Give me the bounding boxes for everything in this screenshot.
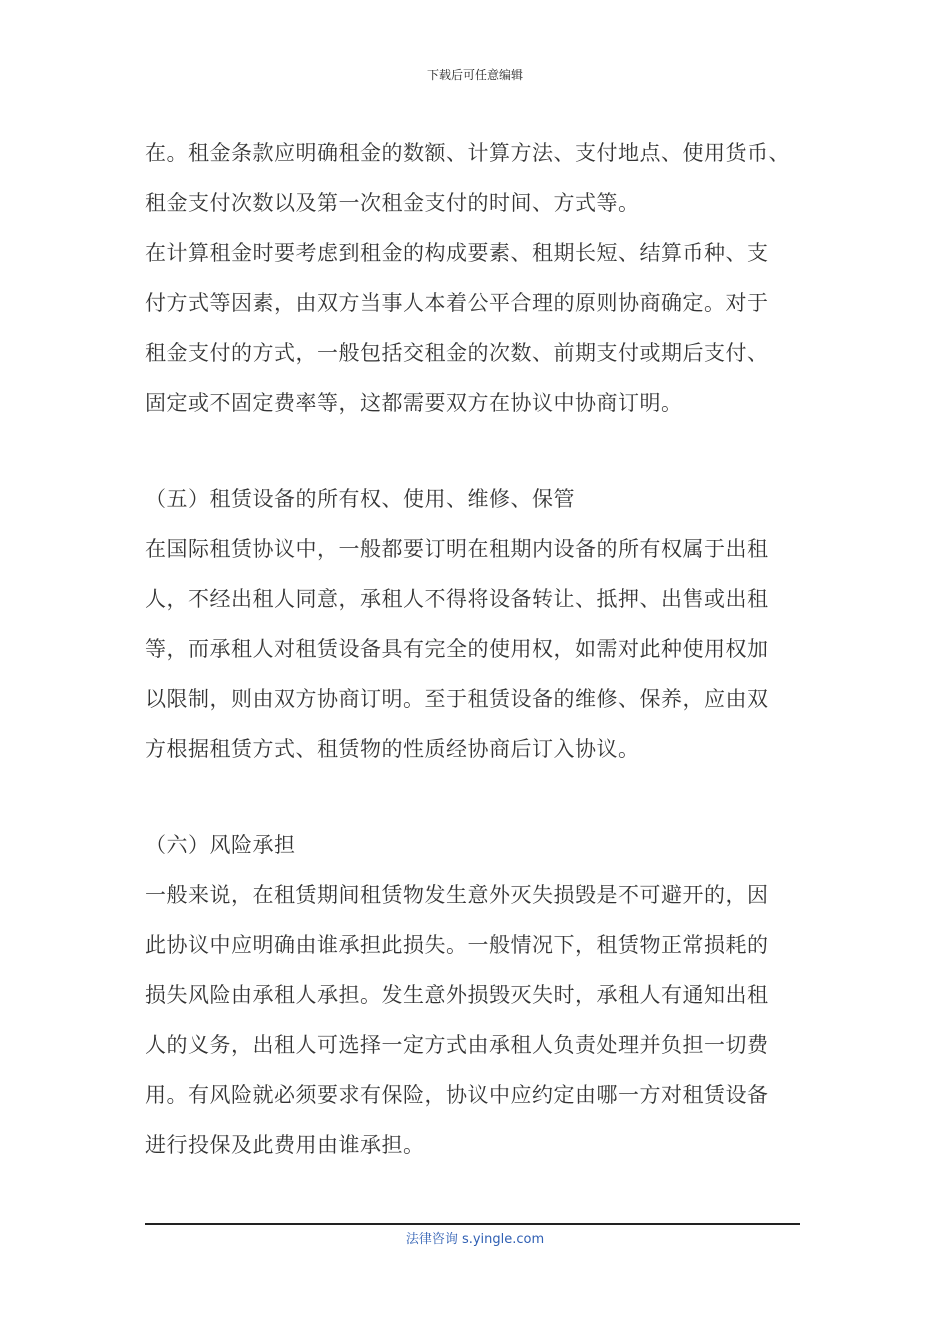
text-line: 在。租金条款应明确租金的数额、计算方法、支付地点、使用货币、 xyxy=(145,141,790,165)
text-line: 方根据租赁方式、租赁物的性质经协商后订入协议。 xyxy=(145,737,640,761)
text-line: 在国际租赁协议中，一般都要订明在租期内设备的所有权属于出租 xyxy=(145,537,769,561)
text-line: 进行投保及此费用由谁承担。 xyxy=(145,1133,425,1157)
paragraph-spacer xyxy=(145,774,805,820)
text-line: 损失风险由承租人承担。发生意外损毁灭失时，承租人有通知出租 xyxy=(145,983,769,1007)
text-line: 人的义务，出租人可选择一定方式由承租人负责处理并负担一切费 xyxy=(145,1033,769,1057)
footer-link[interactable]: 法律咨询 s.yingle.com xyxy=(405,1232,545,1247)
text-line: 租金支付次数以及第一次租金支付的时间、方式等。 xyxy=(145,191,640,215)
section-heading-5: （五）租赁设备的所有权、使用、维修、保管 xyxy=(145,487,575,511)
header-note: 下载后可任意编辑 xyxy=(426,68,523,82)
text-line: 等，而承租人对租赁设备具有完全的使用权，如需对此种使用权加 xyxy=(145,637,769,661)
text-line: 用。有风险就必须要求有保险，协议中应约定由哪一方对租赁设备 xyxy=(145,1083,769,1107)
footer-divider xyxy=(145,1223,800,1225)
text-line: 一般来说，在租赁期间租赁物发生意外灭失损毁是不可避开的，因 xyxy=(145,883,769,907)
document-body xyxy=(145,128,805,1170)
text-line: 在计算租金时要考虑到租金的构成要素、租期长短、结算币种、支 xyxy=(145,241,769,265)
text-line: 付方式等因素，由双方当事人本着公平合理的原则协商确定。对于 xyxy=(145,291,769,315)
section-heading-6: （六）风险承担 xyxy=(145,833,296,857)
text-line: 租金支付的方式，一般包括交租金的次数、前期支付或期后支付、 xyxy=(145,341,769,365)
text-line: 固定或不固定费率等，这都需要双方在协议中协商订明。 xyxy=(145,391,683,415)
text-line: 人，不经出租人同意，承租人不得将设备转让、抵押、出售或出租 xyxy=(145,587,769,611)
text-line: 此协议中应明确由谁承担此损失。一般情况下，租赁物正常损耗的 xyxy=(145,933,769,957)
text-line: 以限制，则由双方协商订明。至于租赁设备的维修、保养，应由双 xyxy=(145,687,769,711)
paragraph-spacer xyxy=(145,428,805,474)
